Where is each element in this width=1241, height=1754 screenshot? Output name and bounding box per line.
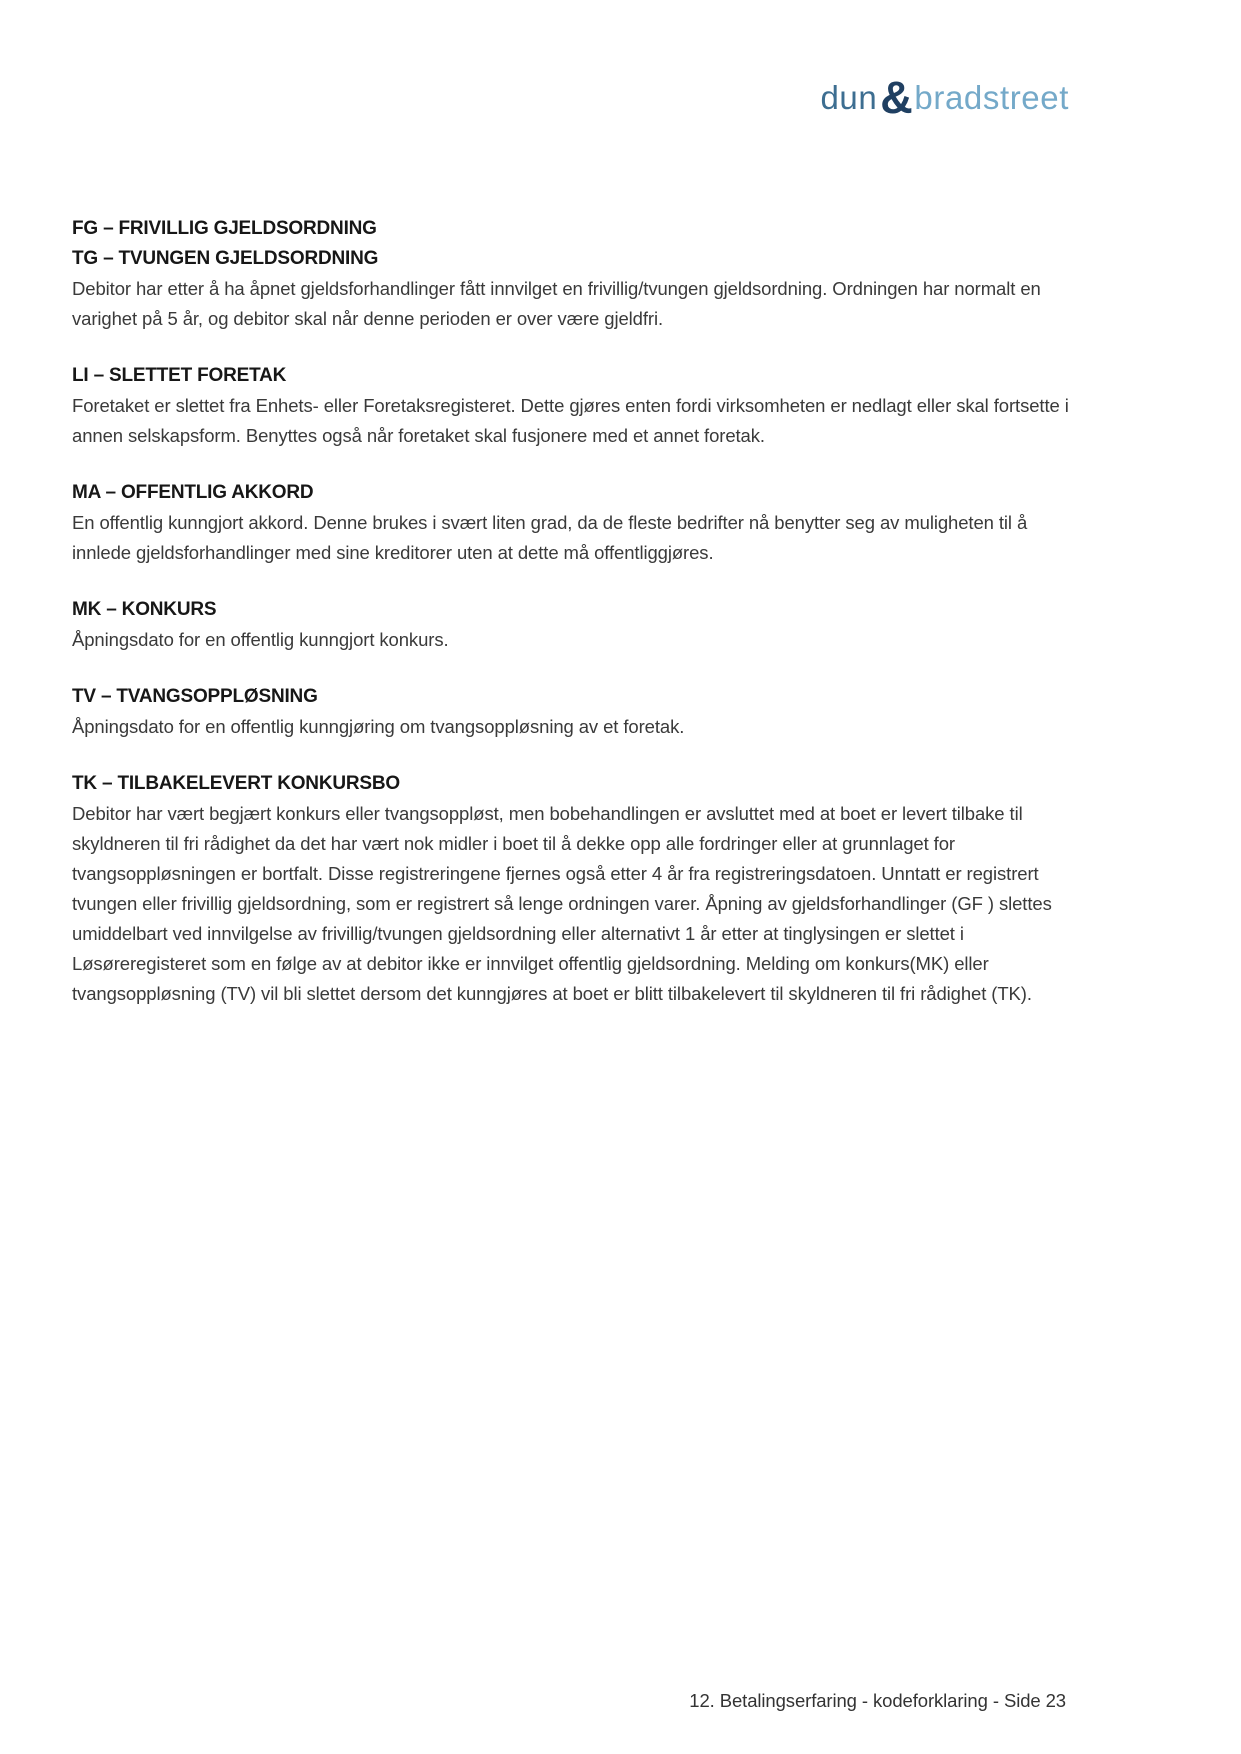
code-description-li: Foretaket er slettet fra Enhets- eller Foretaksregisteret. Dette gjøres enten fordi virksomheten er nedlagt eller skal fortsette i annen selskapsform. Benyttes også når foretaket skal fusjonere med et annet foretak. — [72, 395, 1069, 446]
section-tv — [72, 682, 1076, 742]
code-description-mk: Åpningsdato for en offentlig kunngjort konkurs. — [72, 629, 449, 650]
code-heading-tk: TK – TILBAKELEVERT KONKURSBO — [72, 773, 400, 794]
section-ma — [72, 478, 1076, 568]
code-description-ma: En offentlig kunngjort akkord. Denne brukes i svært liten grad, da de fleste bedrifter nå benytter seg av muligheten til å innlede gjeldsforhandlinger med sine kreditorer uten at dette må offentliggjøres. — [72, 512, 1028, 563]
code-heading-ma: MA – OFFENTLIG AKKORD — [72, 482, 314, 503]
section-fg-tg — [72, 214, 1076, 334]
footer-text: 12. Betalingserfaring - kodeforklaring - Side 23 — [689, 1690, 1066, 1711]
code-heading-mk: MK – KONKURS — [72, 599, 217, 620]
code-description-tk: Debitor har vært begjært konkurs eller tvangsoppløst, men bobehandlingen er avsluttet med at boet er levert tilbake til skyldneren til fri rådighet da det har vært nok midler i boet til å dekke opp alle fordringer eller at grunnlaget for tvangsoppløsningen er bortfalt. Disse registreringene fjernes også etter 4 år fra registreringsdatoen. Unntatt er registrert tvungen eller frivillig gjeldsordning, som er registrert så lenge ordningen varer. Åpning av gjeldsforhandlinger (GF ) slettes umiddelbart ved innvilgelse av frivillig/tvungen gjeldsordning eller alternativt 1 år etter at tinglysingen er slettet i Løsøreregisteret som en følge av at debitor ikke er innvilget offentlig gjeldsordning. Melding om konkurs(MK) eller tvangsoppløsning (TV) vil bli slettet dersom det kunngjøres at boet er blitt tilbakelevert til skyldneren til fri rådighet (TK). — [72, 803, 1052, 1004]
section-tk — [72, 769, 1076, 1009]
logo-word-dun: dun — [820, 79, 878, 116]
code-description-fg-tg: Debitor har etter å ha åpnet gjeldsforhandlinger fått innvilget en frivillig/tvungen gjeldsordning. Ordningen har normalt en varighet på 5 år, og debitor skal når denne perioden er over være gjeldfri. — [72, 278, 1041, 329]
page-footer — [689, 1690, 1066, 1712]
code-heading-li: LI – SLETTET FORETAK — [72, 365, 287, 386]
code-heading-fg: FG – FRIVILLIG GJELDSORDNING — [72, 218, 377, 239]
code-heading-tg: TG – TVUNGEN GJELDSORDNING — [72, 248, 379, 269]
section-mk — [72, 595, 1076, 655]
code-description-tv: Åpningsdato for en offentlig kunngjøring om tvangsoppløsning av et foretak. — [72, 716, 685, 737]
dun-bradstreet-logo — [820, 72, 1069, 123]
logo-word-bradstreet: bradstreet — [914, 79, 1069, 116]
section-li — [72, 361, 1076, 451]
code-heading-tv: TV – TVANGSOPPLØSNING — [72, 686, 318, 707]
ampersand-icon: & — [880, 72, 914, 123]
page-content — [72, 214, 1076, 1036]
